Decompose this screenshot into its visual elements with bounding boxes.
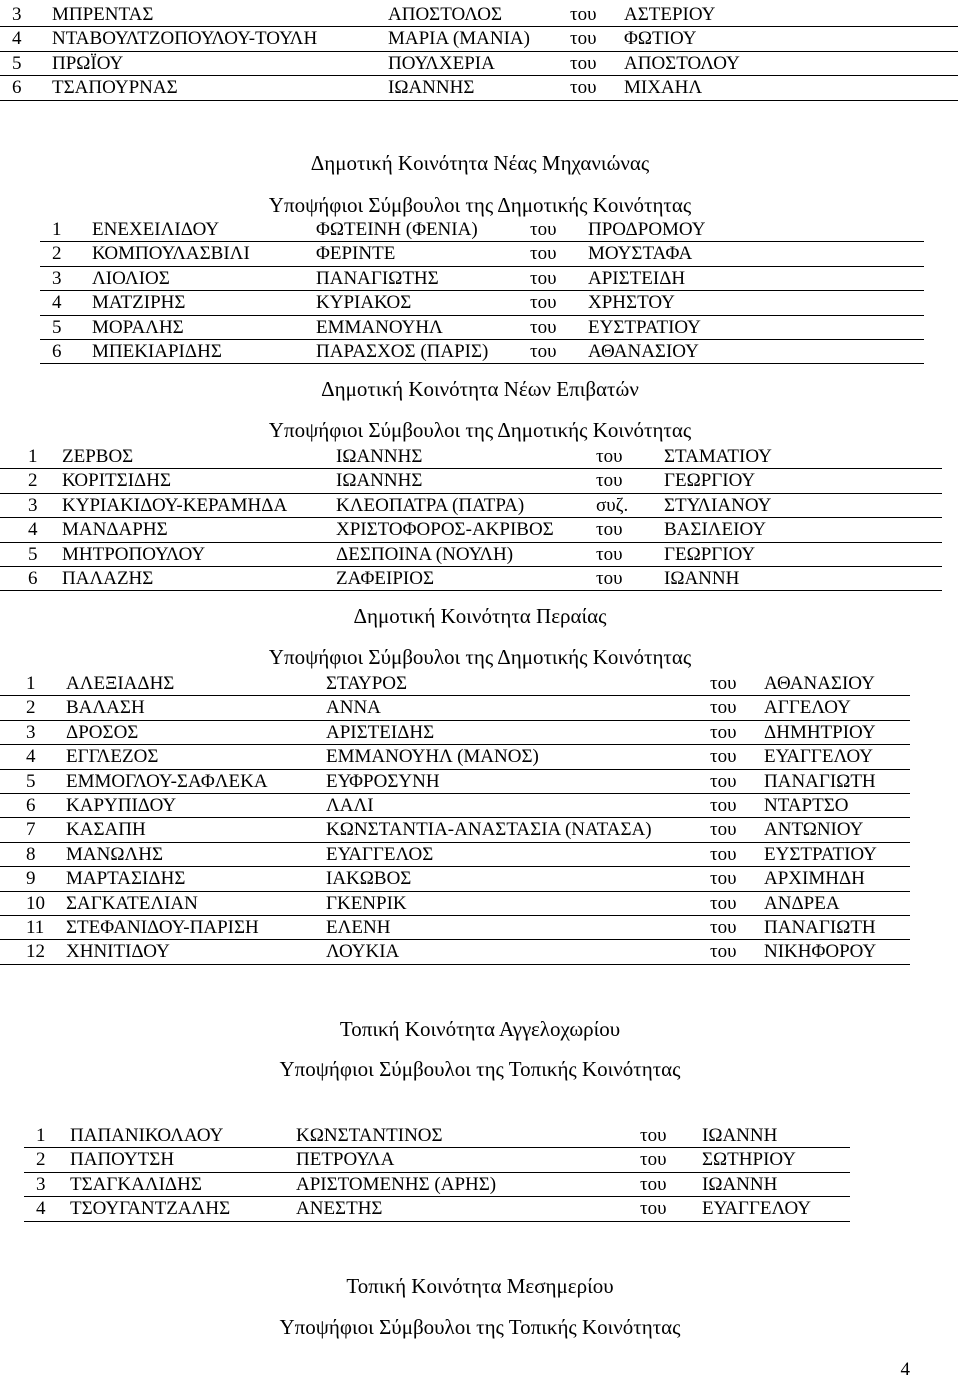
surname: ΠΑΛΑΖΗΣ bbox=[62, 567, 154, 589]
surname: ΚΑΡΥΠΙΔΟΥ bbox=[66, 794, 177, 816]
section-title-mesimeri: Τοπική Κοινότητα Μεσημερίου bbox=[346, 1274, 614, 1298]
row-number: 2 bbox=[36, 1149, 46, 1171]
relation: του bbox=[710, 721, 737, 743]
first-name: ΚΩΝΣΤΑΝΤΙΝΟΣ bbox=[296, 1125, 443, 1146]
relation: του bbox=[710, 868, 737, 890]
table-row bbox=[0, 916, 910, 940]
first-name: ΑΝΝΑ bbox=[326, 697, 381, 719]
relation: του bbox=[710, 770, 737, 792]
surname: ΕΝΕΧΕΙΛΙΔΟΥ bbox=[92, 219, 220, 240]
relation: συζ. bbox=[596, 494, 629, 516]
surname: ΜΑΤΖΙΡΗΣ bbox=[92, 292, 186, 314]
first-name: ΠΑΡΑΣΧΟΣ (ΠΑΡΙΣ) bbox=[316, 340, 489, 362]
row-number: 2 bbox=[28, 470, 38, 492]
father-name: ΣΤΑΜΑΤΙΟΥ bbox=[664, 446, 772, 467]
relation: του bbox=[710, 794, 737, 816]
surname: ΤΣΑΠΟΥΡΝΑΣ bbox=[52, 77, 178, 99]
table-row bbox=[0, 794, 910, 818]
row-number: 6 bbox=[52, 340, 62, 362]
relation: του bbox=[640, 1198, 667, 1220]
table-row bbox=[0, 818, 910, 842]
first-name: ΓΚΕΝΡΙΚ bbox=[326, 892, 407, 914]
table-row bbox=[40, 218, 924, 242]
surname: ΜΠΕΚΙΑΡΙΔΗΣ bbox=[92, 340, 222, 362]
table-row bbox=[0, 3, 958, 27]
father-name: ΑΘΑΝΑΣΙΟΥ bbox=[764, 673, 875, 694]
surname: ΠΑΠΟΥΤΣΗ bbox=[70, 1149, 175, 1171]
table-row bbox=[0, 770, 910, 794]
section-subtitle-peraia: Υποψήφιοι Σύμβουλοι της Δημοτικής Κοινότητας bbox=[268, 645, 692, 669]
surname: ΔΡΟΣΟΣ bbox=[66, 721, 139, 743]
surname: ΝΤΑΒΟΥΛΤΖΟΠΟΥΛΟΥ-ΤΟΥΛΗ bbox=[52, 28, 318, 50]
row-number: 4 bbox=[28, 519, 38, 541]
candidates-table-angelochori bbox=[24, 1124, 850, 1222]
first-name: ΛΑΛΙ bbox=[326, 794, 374, 816]
father-name: ΝΤΑΡΤΣΟ bbox=[764, 794, 849, 816]
row-number: 4 bbox=[36, 1198, 46, 1220]
father-name: ΕΥΑΓΓΕΛΟΥ bbox=[702, 1198, 811, 1220]
father-name: ΑΠΟΣΤΟΛΟΥ bbox=[624, 52, 740, 74]
surname: ΛΙΟΛΙΟΣ bbox=[92, 267, 170, 289]
father-name: ΑΝΔΡΕΑ bbox=[764, 892, 840, 914]
relation: του bbox=[530, 243, 557, 265]
relation: του bbox=[596, 470, 623, 492]
first-name: ΠΕΤΡΟΥΛΑ bbox=[296, 1149, 395, 1171]
surname: ΜΑΝΔΑΡΗΣ bbox=[62, 519, 168, 541]
father-name: ΑΝΤΩΝΙΟΥ bbox=[764, 819, 864, 841]
relation: του bbox=[640, 1173, 667, 1195]
candidates-table-previous bbox=[0, 3, 958, 101]
surname: ΠΡΩΪΟΥ bbox=[52, 52, 124, 74]
relation: του bbox=[570, 52, 597, 74]
section-title-nea-michaniona: Δημοτική Κοινότητα Νέας Μηχανιώνας bbox=[310, 151, 650, 175]
father-name: ΜΙΧΑΗΛ bbox=[624, 77, 703, 99]
table-row bbox=[0, 867, 910, 891]
table-row bbox=[0, 745, 910, 769]
surname: ΚΑΣΑΠΗ bbox=[66, 819, 146, 841]
surname: ΣΤΕΦΑΝΙΔΟΥ-ΠΑΡΙΣΗ bbox=[66, 916, 259, 938]
first-name: ΙΑΚΩΒΟΣ bbox=[326, 868, 412, 890]
table-row bbox=[0, 892, 910, 916]
table-row bbox=[0, 52, 958, 76]
relation: του bbox=[710, 916, 737, 938]
surname: ΜΑΝΩΛΗΣ bbox=[66, 843, 164, 865]
father-name: ΒΑΣΙΛΕΙΟΥ bbox=[664, 519, 766, 541]
row-number: 9 bbox=[26, 868, 36, 890]
surname: ΜΠΡΕΝΤΑΣ bbox=[52, 4, 154, 25]
relation: του bbox=[530, 219, 557, 240]
row-number: 4 bbox=[12, 28, 22, 50]
surname: ΤΣΟΥΓΑΝΤΖΑΛΗΣ bbox=[70, 1198, 231, 1220]
first-name: ΕΥΦΡΟΣΥΝΗ bbox=[326, 770, 440, 792]
table-row bbox=[24, 1173, 850, 1197]
father-name: ΠΡΟΔΡΟΜΟΥ bbox=[588, 219, 706, 240]
section-title-neoi-epivates: Δημοτική Κοινότητα Νέων Επιβατών bbox=[321, 377, 639, 401]
relation: του bbox=[640, 1125, 667, 1146]
row-number: 3 bbox=[28, 494, 38, 516]
relation: του bbox=[596, 446, 623, 467]
father-name: ΙΩΑΝΝΗ bbox=[702, 1125, 778, 1146]
relation: του bbox=[640, 1149, 667, 1171]
relation: του bbox=[710, 673, 737, 694]
father-name: ΜΟΥΣΤΑΦΑ bbox=[588, 243, 693, 265]
row-number: 8 bbox=[26, 843, 36, 865]
surname: ΚΥΡΙΑΚΙΔΟΥ-ΚΕΡΑΜΗΔΑ bbox=[62, 494, 288, 516]
surname: ΠΑΠΑΝΙΚΟΛΑΟΥ bbox=[70, 1125, 224, 1146]
table-row bbox=[24, 1124, 850, 1148]
father-name: ΙΩΑΝΝΗ bbox=[702, 1173, 778, 1195]
relation: του bbox=[530, 292, 557, 314]
relation: του bbox=[710, 697, 737, 719]
father-name: ΣΤΥΛΙΑΝΟΥ bbox=[664, 494, 772, 516]
father-name: ΠΑΝΑΓΙΩΤΗ bbox=[764, 916, 876, 938]
table-row bbox=[40, 340, 924, 364]
relation: του bbox=[710, 746, 737, 768]
surname: ΤΣΑΓΚΑΛΙΔΗΣ bbox=[70, 1173, 202, 1195]
father-name: ΓΕΩΡΓΙΟΥ bbox=[664, 543, 756, 565]
relation: του bbox=[570, 4, 597, 25]
first-name: ΦΩΤΕΙΝΗ (ΦΕΝΙΑ) bbox=[316, 219, 478, 240]
row-number: 5 bbox=[52, 316, 62, 338]
table-row bbox=[0, 518, 942, 542]
section-title-angelochori: Τοπική Κοινότητα Αγγελοχωρίου bbox=[339, 1017, 621, 1041]
father-name: ΑΘΑΝΑΣΙΟΥ bbox=[588, 340, 699, 362]
relation: του bbox=[570, 28, 597, 50]
father-name: ΣΩΤΗΡΙΟΥ bbox=[702, 1149, 796, 1171]
row-number: 5 bbox=[12, 52, 22, 74]
first-name: ΑΡΙΣΤΕΙΔΗΣ bbox=[326, 721, 435, 743]
first-name: ΚΩΝΣΤΑΝΤΙΑ-ΑΝΑΣΤΑΣΙΑ (ΝΑΤΑΣΑ) bbox=[326, 819, 652, 841]
table-row bbox=[0, 76, 958, 100]
father-name: ΑΓΓΕΛΟΥ bbox=[764, 697, 851, 719]
row-number: 3 bbox=[36, 1173, 46, 1195]
surname: ΑΛΕΞΙΑΔΗΣ bbox=[66, 673, 175, 694]
surname: ΧΗΝΙΤΙΔΟΥ bbox=[66, 941, 170, 963]
surname: ΣΑΓΚΑΤΕΛΙΑΝ bbox=[66, 892, 198, 914]
surname: ΜΑΡΤΑΣΙΔΗΣ bbox=[66, 868, 186, 890]
row-number: 1 bbox=[26, 673, 36, 694]
row-number: 2 bbox=[52, 243, 62, 265]
row-number: 6 bbox=[26, 794, 36, 816]
surname: ΒΑΛΑΣΗ bbox=[66, 697, 145, 719]
row-number: 5 bbox=[26, 770, 36, 792]
table-row bbox=[0, 672, 910, 696]
surname: ΕΓΓΛΕΖΟΣ bbox=[66, 746, 159, 768]
row-number: 3 bbox=[52, 267, 62, 289]
relation: του bbox=[596, 519, 623, 541]
section-subtitle-mesimeri: Υποψήφιοι Σύμβουλοι της Τοπικής Κοινότητας bbox=[279, 1315, 681, 1339]
row-number: 2 bbox=[26, 697, 36, 719]
row-number: 12 bbox=[26, 941, 45, 963]
row-number: 1 bbox=[28, 446, 38, 467]
row-number: 4 bbox=[26, 746, 36, 768]
row-number: 5 bbox=[28, 543, 38, 565]
table-row bbox=[0, 567, 942, 591]
candidates-table-nea-michaniona bbox=[40, 218, 924, 364]
first-name: ΦΕΡΙΝΤΕ bbox=[316, 243, 396, 265]
first-name: ΛΟΥΚΙΑ bbox=[326, 941, 400, 963]
first-name: ΠΑΝΑΓΙΩΤΗΣ bbox=[316, 267, 439, 289]
surname: ΕΜΜΟΓΛΟΥ-ΣΑΦΛΕΚΑ bbox=[66, 770, 268, 792]
first-name: ΙΩΑΝΝΗΣ bbox=[336, 446, 423, 467]
relation: του bbox=[596, 567, 623, 589]
table-row bbox=[0, 494, 942, 518]
relation: του bbox=[710, 941, 737, 963]
first-name: ΠΟΥΛΧΕΡΙΑ bbox=[388, 52, 495, 74]
first-name: ΑΡΙΣΤΟΜΕΝΗΣ (ΑΡΗΣ) bbox=[296, 1173, 497, 1195]
row-number: 6 bbox=[28, 567, 38, 589]
table-row bbox=[0, 696, 910, 720]
first-name: ΔΕΣΠΟΙΝΑ (ΝΟΥΛΗ) bbox=[336, 543, 514, 565]
first-name: ΣΤΑΥΡΟΣ bbox=[326, 673, 408, 694]
relation: του bbox=[710, 819, 737, 841]
table-row bbox=[0, 721, 910, 745]
father-name: ΕΥΣΤΡΑΤΙΟΥ bbox=[588, 316, 701, 338]
father-name: ΕΥΣΤΡΑΤΙΟΥ bbox=[764, 843, 877, 865]
father-name: ΧΡΗΣΤΟΥ bbox=[588, 292, 675, 314]
table-row bbox=[0, 940, 910, 964]
first-name: ΙΩΑΝΝΗΣ bbox=[336, 470, 423, 492]
first-name: ΖΑΦΕΙΡΙΟΣ bbox=[336, 567, 435, 589]
table-row bbox=[0, 543, 942, 567]
surname: ΜΟΡΑΛΗΣ bbox=[92, 316, 184, 338]
table-row bbox=[24, 1197, 850, 1221]
father-name: ΦΩΤΙΟΥ bbox=[624, 28, 697, 50]
father-name: ΠΑΝΑΓΙΩΤΗ bbox=[764, 770, 876, 792]
first-name: ΙΩΑΝΝΗΣ bbox=[388, 77, 475, 99]
table-row bbox=[24, 1148, 850, 1172]
surname: ΚΟΜΠΟΥΛΑΣΒΙΛΙ bbox=[92, 243, 250, 265]
father-name: ΔΗΜΗΤΡΙΟΥ bbox=[764, 721, 876, 743]
relation: του bbox=[570, 77, 597, 99]
father-name: ΑΣΤΕΡΙΟΥ bbox=[624, 4, 716, 25]
section-subtitle-angelochori: Υποψήφιοι Σύμβουλοι της Τοπικής Κοινότητας bbox=[279, 1057, 681, 1081]
first-name: ΜΑΡΙΑ (ΜΑΝΙΑ) bbox=[388, 28, 530, 50]
table-row bbox=[0, 27, 958, 51]
first-name: ΚΛΕΟΠΑΤΡΑ (ΠΑΤΡΑ) bbox=[336, 494, 525, 516]
row-number: 4 bbox=[52, 292, 62, 314]
first-name: ΕΜΜΑΝΟΥΗΛ bbox=[316, 316, 443, 338]
father-name: ΓΕΩΡΓΙΟΥ bbox=[664, 470, 756, 492]
first-name: ΑΝΕΣΤΗΣ bbox=[296, 1198, 383, 1220]
first-name: ΚΥΡΙΑΚΟΣ bbox=[316, 292, 412, 314]
father-name: ΕΥΑΓΓΕΛΟΥ bbox=[764, 746, 873, 768]
table-row bbox=[40, 291, 924, 315]
surname: ΚΟΡΙΤΣΙΔΗΣ bbox=[62, 470, 172, 492]
relation: του bbox=[530, 267, 557, 289]
relation: του bbox=[530, 316, 557, 338]
section-subtitle-nea-michaniona: Υποψήφιοι Σύμβουλοι της Δημοτικής Κοινότητας bbox=[268, 193, 692, 217]
table-row bbox=[40, 316, 924, 340]
row-number: 11 bbox=[26, 916, 45, 938]
section-subtitle-neoi-epivates: Υποψήφιοι Σύμβουλοι της Δημοτικής Κοινότητας bbox=[268, 418, 692, 442]
candidates-table-neoi-epivates bbox=[0, 445, 942, 591]
first-name: ΕΜΜΑΝΟΥΗΛ (ΜΑΝΟΣ) bbox=[326, 746, 539, 768]
row-number: 6 bbox=[12, 77, 22, 99]
father-name: ΑΡΙΣΤΕΙΔΗ bbox=[588, 267, 686, 289]
table-row bbox=[0, 843, 910, 867]
relation: του bbox=[530, 340, 557, 362]
row-number: 3 bbox=[26, 721, 36, 743]
table-row bbox=[40, 242, 924, 266]
father-name: ΝΙΚΗΦΟΡΟΥ bbox=[764, 941, 877, 963]
relation: του bbox=[596, 543, 623, 565]
table-row bbox=[0, 445, 942, 469]
page-number: 4 bbox=[900, 1359, 910, 1380]
first-name: ΕΥΑΓΓΕΛΟΣ bbox=[326, 843, 434, 865]
surname: ΜΗΤΡΟΠΟΥΛΟΥ bbox=[62, 543, 206, 565]
table-row bbox=[40, 267, 924, 291]
candidates-table-peraia bbox=[0, 672, 910, 965]
row-number: 7 bbox=[26, 819, 36, 841]
row-number: 10 bbox=[26, 892, 45, 914]
section-title-peraia: Δημοτική Κοινότητα Περαίας bbox=[353, 604, 607, 628]
row-number: 1 bbox=[36, 1125, 46, 1146]
surname: ΖΕΡΒΟΣ bbox=[62, 446, 134, 467]
father-name: ΑΡΧΙΜΗΔΗ bbox=[764, 868, 865, 890]
table-row bbox=[0, 469, 942, 493]
relation: του bbox=[710, 892, 737, 914]
row-number: 3 bbox=[12, 4, 22, 25]
first-name: ΧΡΙΣΤΟΦΟΡΟΣ-ΑΚΡΙΒΟΣ bbox=[336, 519, 554, 541]
row-number: 1 bbox=[52, 219, 62, 240]
relation: του bbox=[710, 843, 737, 865]
first-name: ΑΠΟΣΤΟΛΟΣ bbox=[388, 4, 503, 25]
father-name: ΙΩΑΝΝΗ bbox=[664, 567, 740, 589]
first-name: ΕΛΕΝΗ bbox=[326, 916, 391, 938]
